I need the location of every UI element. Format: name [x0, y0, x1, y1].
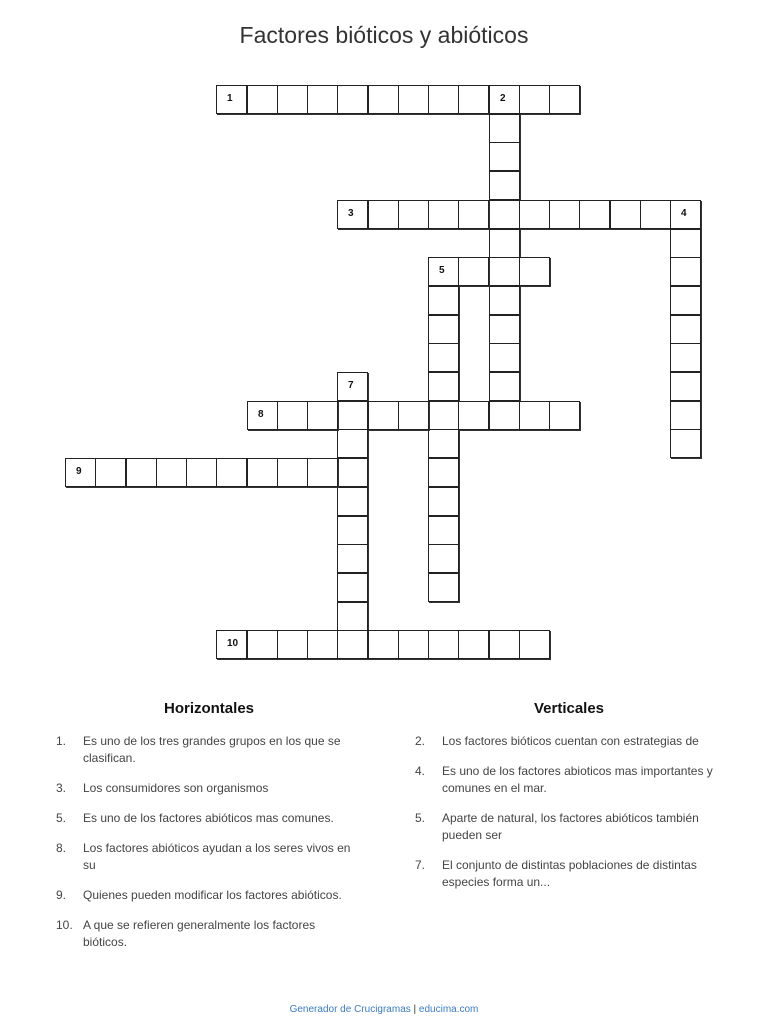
grid-cell[interactable]: [428, 85, 459, 114]
grid-cell[interactable]: [670, 343, 701, 372]
grid-cell[interactable]: [337, 544, 368, 573]
grid-cell[interactable]: [489, 229, 520, 258]
grid-cell[interactable]: [337, 372, 368, 401]
grid-cell[interactable]: [549, 200, 580, 229]
cell-number: 1: [227, 93, 233, 104]
grid-cell[interactable]: [95, 458, 126, 487]
grid-cell[interactable]: [489, 171, 520, 200]
grid-cell[interactable]: [337, 429, 368, 458]
grid-cell[interactable]: [216, 458, 247, 487]
grid-cell[interactable]: [458, 85, 489, 114]
cell-number: 9: [76, 466, 82, 477]
grid-cell[interactable]: [519, 200, 550, 229]
clue-down-5: 5. Aparte de natural, los factores abióticos también pueden ser: [415, 811, 699, 842]
clue-across-10: 10. A que se refieren generalmente los factores bióticos.: [56, 918, 316, 949]
grid-cell[interactable]: [549, 401, 580, 430]
clue-down-4: 4. Es uno de los factores abioticos mas importantes y comunes en el mar.: [415, 764, 713, 795]
grid-cell[interactable]: [670, 229, 701, 258]
grid-cell[interactable]: [428, 429, 459, 458]
grid-cell[interactable]: [398, 630, 429, 659]
grid-cell[interactable]: [247, 630, 278, 659]
grid-cell[interactable]: [337, 602, 368, 631]
down-heading: Verticales: [533, 700, 605, 717]
grid-cell[interactable]: [337, 630, 368, 659]
grid-cell[interactable]: [368, 85, 399, 114]
grid-cell[interactable]: [489, 372, 520, 401]
grid-cell[interactable]: [428, 516, 459, 545]
grid-cell[interactable]: [519, 630, 550, 659]
grid-cell[interactable]: [458, 200, 489, 229]
grid-cell[interactable]: [337, 200, 368, 229]
grid-cell[interactable]: [247, 401, 278, 430]
clue-across-8: 8. Los factores abióticos ayudan a los seres vivos en su: [56, 841, 351, 872]
clue-across-1: 1. Es uno de los tres grandes grupos en los que se clasifican.: [56, 734, 341, 765]
grid-cell[interactable]: [428, 487, 459, 516]
grid-cell[interactable]: [489, 286, 520, 315]
grid-cell[interactable]: [398, 85, 429, 114]
educima-link[interactable]: educima.com: [418, 1004, 479, 1015]
grid-cell[interactable]: [428, 544, 459, 573]
grid-cell[interactable]: [670, 401, 701, 430]
grid-cell[interactable]: [519, 85, 550, 114]
across-heading: Horizontales: [163, 700, 254, 717]
grid-cell[interactable]: [670, 315, 701, 344]
grid-cell[interactable]: [186, 458, 217, 487]
clue-down-2: 2. Los factores bióticos cuentan con estrategias de: [415, 734, 699, 748]
grid-cell[interactable]: [277, 401, 308, 430]
cell-number: 4: [681, 208, 687, 219]
grid-cell[interactable]: [277, 85, 308, 114]
grid-cell[interactable]: [670, 372, 701, 401]
grid-cell[interactable]: [368, 200, 399, 229]
grid-cell[interactable]: [428, 343, 459, 372]
grid-cell[interactable]: [277, 458, 308, 487]
grid-cell[interactable]: [670, 429, 701, 458]
grid-cell[interactable]: [277, 630, 308, 659]
clue-down-7: 7. El conjunto de distintas poblaciones de distintas especies forma un...: [415, 858, 697, 889]
grid-cell[interactable]: [489, 114, 520, 143]
grid-cell[interactable]: [670, 286, 701, 315]
grid-cell[interactable]: [519, 257, 550, 286]
grid-cell[interactable]: [640, 200, 671, 229]
clue-across-9: 9. Quienes pueden modificar los factores abióticos.: [56, 888, 342, 902]
grid-cell[interactable]: [307, 401, 338, 430]
page-title: Factores bióticos y abióticos: [239, 22, 529, 48]
grid-cell[interactable]: [398, 401, 429, 430]
grid-cell[interactable]: [428, 200, 459, 229]
cell-number: 10: [227, 638, 239, 649]
grid-cell[interactable]: [307, 630, 338, 659]
grid-cell[interactable]: [337, 573, 368, 602]
grid-cell[interactable]: [458, 257, 489, 286]
grid-cell[interactable]: [368, 401, 399, 430]
grid-cell[interactable]: [247, 458, 278, 487]
cell-number: 2: [500, 93, 506, 104]
cell-number: 5: [439, 265, 445, 276]
grid-cell[interactable]: [65, 458, 96, 487]
grid-cell[interactable]: [337, 487, 368, 516]
grid-cell[interactable]: [216, 85, 247, 114]
grid-cell[interactable]: [489, 315, 520, 344]
grid-cell[interactable]: [428, 286, 459, 315]
grid-cell[interactable]: [549, 85, 580, 114]
down-clues: [415, 700, 723, 904]
generator-link[interactable]: Generador de Crucigramas: [289, 1004, 411, 1015]
clue-across-3: 3. Los consumidores son organismos: [56, 781, 269, 795]
grid-cell[interactable]: [610, 200, 641, 229]
cell-number: 7: [348, 380, 354, 391]
grid-cell[interactable]: [579, 200, 610, 229]
grid-cell[interactable]: [489, 257, 520, 286]
grid-cell[interactable]: [489, 343, 520, 372]
grid-cell[interactable]: [458, 630, 489, 659]
grid-cell[interactable]: [156, 458, 187, 487]
grid-cell[interactable]: [428, 401, 459, 430]
grid-cell[interactable]: [428, 458, 459, 487]
grid-cell[interactable]: [337, 458, 368, 487]
grid-cell[interactable]: [670, 200, 701, 229]
grid-cell[interactable]: [489, 200, 520, 229]
grid-cell[interactable]: [307, 458, 338, 487]
cell-number: 8: [258, 409, 264, 420]
grid-cell[interactable]: [337, 85, 368, 114]
grid-cell[interactable]: [489, 630, 520, 659]
grid-cell[interactable]: [428, 372, 459, 401]
cell-number: 3: [348, 208, 354, 219]
grid-cell[interactable]: [428, 630, 459, 659]
grid-cell[interactable]: [428, 573, 459, 602]
grid-cell[interactable]: [670, 257, 701, 286]
grid-cell[interactable]: [337, 401, 368, 430]
grid-cell[interactable]: [489, 401, 520, 430]
clue-across-5: 5. Es uno de los factores abióticos mas comunes.: [56, 811, 334, 825]
footer: [0, 1004, 768, 1015]
grid-cell[interactable]: [126, 458, 157, 487]
grid-cell[interactable]: [368, 630, 399, 659]
grid-cell[interactable]: [307, 85, 338, 114]
grid-cell[interactable]: [428, 315, 459, 344]
grid-cell[interactable]: [489, 85, 520, 114]
across-clues: [56, 700, 362, 964]
grid-cell[interactable]: [519, 401, 550, 430]
grid-cell[interactable]: [458, 401, 489, 430]
grid-cell[interactable]: [216, 630, 247, 659]
footer-separator: |: [410, 1004, 419, 1015]
grid-cell[interactable]: [398, 200, 429, 229]
grid-cell[interactable]: [489, 142, 520, 171]
grid-cell[interactable]: [428, 257, 459, 286]
grid-cell[interactable]: [337, 516, 368, 545]
grid-cell[interactable]: [247, 85, 278, 114]
